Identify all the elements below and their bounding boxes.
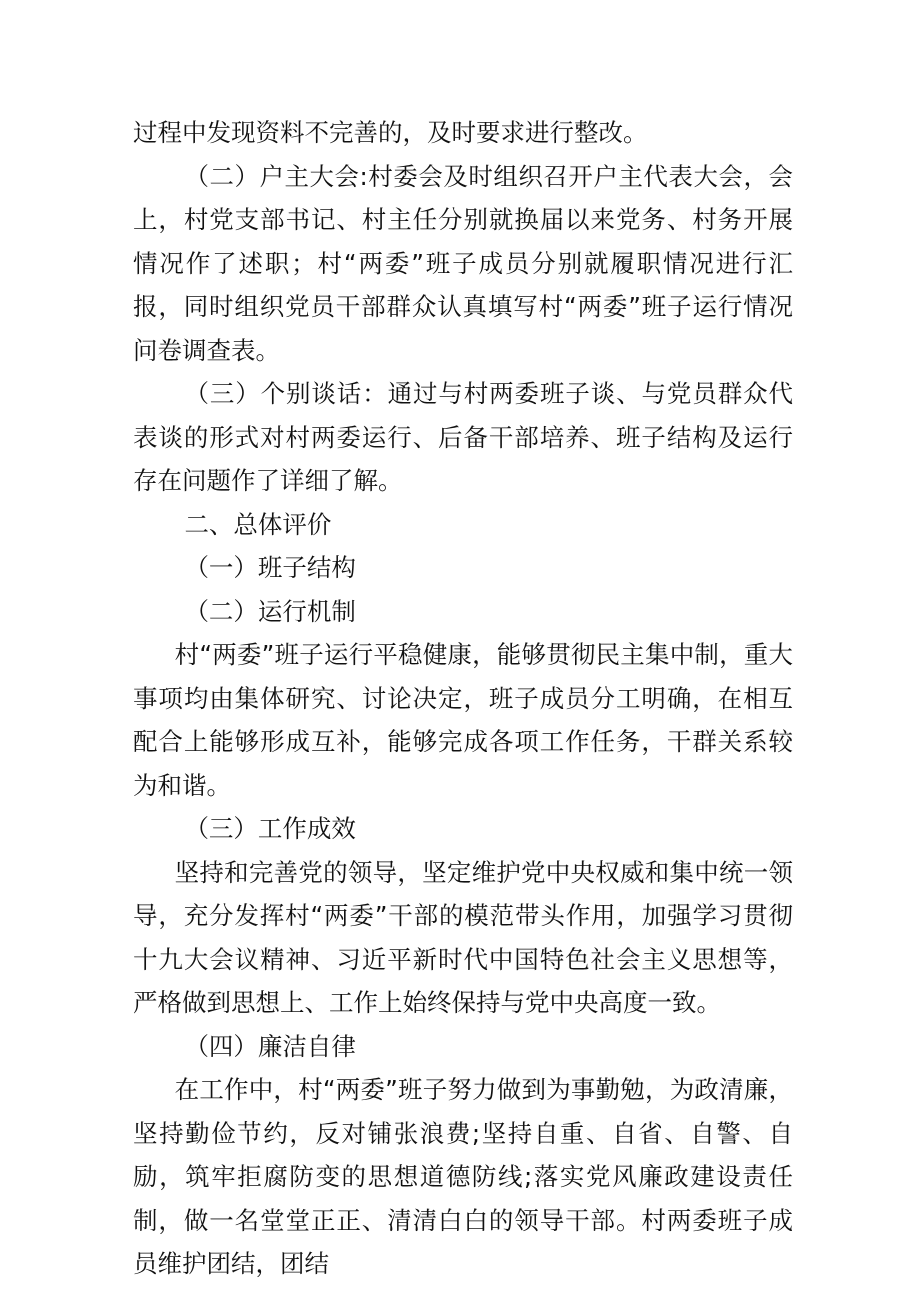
paragraph-integrity: 在工作中，村“两委”班子努力做到为事勤勉，为政清廉，坚持勤俭节约，反对铺张浪费;坚持自重、自省、自警、自励，筑牢拒腐防变的思想道德防线;落实党风廉政建设责任制，做一名堂堂正正、清清白白的领导干部。村两委班子成员维护团结，团结 [133, 1075, 793, 1278]
paragraph-continuation: 过程中发现资料不完善的，及时要求进行整改。 [133, 118, 648, 147]
paragraph-individual-talks: （三）个别谈话：通过与村两委班子谈、与党员群众代表谈的形式对村两委运行、后备干部培养、班子结构及运行存在问题作了详细了解。 [133, 379, 793, 495]
document-body [133, 111, 793, 1286]
subheading-work-results: （三）工作成效 [184, 814, 356, 843]
subheading-team-structure: （一）班子结构 [184, 553, 356, 582]
subheading-operation-mechanism: （二）运行机制 [184, 596, 356, 626]
paragraph-household-meeting: （二）户主大会:村委会及时组织召开户主代表大会，会上，村党支部书记、村主任分别就换届以来党务、村务开展情况作了述职；村“两委”班子成员分别就履职情况进行汇报，同时组织党员干部群众认真填写村“两委”班子运行情况问卷调查表。 [133, 161, 793, 365]
paragraph-work-results: 坚持和完善党的领导，坚定维护党中央权威和集中统一领导，充分发挥村“两委”干部的模范带头作用，加强学习贯彻十九大会议精神、习近平新时代中国特色社会主义思想等，严格做到思想上、工作上始终保持与党中央高度一致。 [133, 857, 793, 1017]
section-heading-overall-evaluation: 二、总体评价 [184, 509, 332, 539]
paragraph-operation-mechanism: 村“两委”班子运行平稳健康，能够贯彻民主集中制，重大事项均由集体研究、讨论决定，班子成员分工明确，在相互配合上能够形成互补，能够完成各项工作任务，干群关系较为和谐。 [133, 640, 793, 800]
subheading-integrity: （四）廉洁自律 [184, 1031, 356, 1061]
